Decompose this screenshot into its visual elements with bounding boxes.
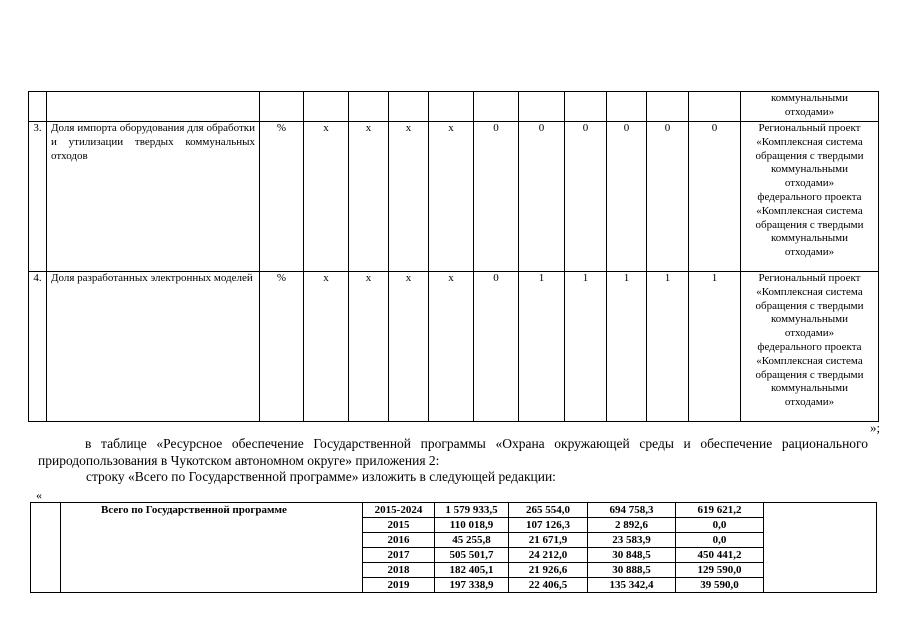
value-cell: 1: [689, 272, 741, 422]
source-line: коммунальными: [771, 382, 848, 395]
year-cell: 2019: [363, 578, 435, 593]
value-cell: x: [304, 272, 349, 422]
value-cell: 22 406,5: [509, 578, 588, 593]
value-cell: 45 255,8: [435, 533, 509, 548]
table-row: [29, 122, 879, 272]
table-cell: [349, 92, 389, 122]
source-line: «Комплексная система: [756, 204, 863, 217]
value-cell: 2 892,6: [588, 518, 676, 533]
value-cell: 30 888,5: [588, 563, 676, 578]
source-line: Региональный проект: [758, 272, 861, 284]
source-line: «Комплексная система: [756, 285, 863, 298]
table-cell: [647, 92, 689, 122]
table-cell: [47, 92, 260, 122]
table-cell: [607, 92, 647, 122]
value-cell: 450 441,2: [676, 548, 764, 563]
value-cell: 1: [607, 272, 647, 422]
indicators-table: [28, 91, 879, 422]
table-cell: [31, 503, 61, 593]
value-cell: 0: [474, 122, 519, 272]
closing-quote: »;: [870, 420, 881, 435]
total-row-title: Всего по Государственной программе: [61, 503, 363, 593]
resources-table: [30, 502, 877, 593]
value-cell: 0: [647, 122, 689, 272]
year-cell: 2015: [363, 518, 435, 533]
source-line: коммунальными: [771, 232, 848, 245]
year-cell: 2016: [363, 533, 435, 548]
value-cell: x: [349, 272, 389, 422]
value-cell: 1: [647, 272, 689, 422]
value-cell: 0: [607, 122, 647, 272]
source-line: обращения с твердыми: [755, 299, 864, 312]
source-line: коммунальными: [771, 163, 848, 176]
value-cell: 1: [565, 272, 607, 422]
source-line: Региональный проект: [758, 122, 861, 134]
row-number: 4.: [29, 272, 47, 422]
value-cell: 0: [474, 272, 519, 422]
value-cell: 619 621,2: [676, 503, 764, 518]
source-line: федерального проекта: [757, 340, 862, 353]
table-cell: [29, 92, 47, 122]
source-line: «Комплексная система: [756, 135, 863, 148]
amendment-paragraph: в таблице «Ресурсное обеспечение Государственной программы «Охрана окружающей среды и обеспечение рационального природопользования в Чукотском автономном округе» приложения 2:: [38, 436, 868, 468]
value-cell: 0: [689, 122, 741, 272]
value-cell: 0,0: [676, 533, 764, 548]
indicator-name: Доля разработанных электронных моделей: [47, 272, 260, 422]
value-cell: 1 579 933,5: [435, 503, 509, 518]
source-line: федерального проекта: [757, 190, 862, 203]
source-cell: [741, 122, 879, 272]
value-cell: 182 405,1: [435, 563, 509, 578]
table-cell: [260, 92, 304, 122]
amendment-paragraph: строку «Всего по Государственной программе» изложить в следующей редакции:: [86, 469, 556, 484]
value-cell: 39 590,0: [676, 578, 764, 593]
value-cell: 129 590,0: [676, 563, 764, 578]
indicator-name: Доля импорта оборудования для обработки и утилизации твердых коммунальных отходов: [47, 122, 260, 272]
table-cell: [474, 92, 519, 122]
source-line: «Комплексная система: [756, 354, 863, 367]
unit-cell: %: [260, 122, 304, 272]
source-line: отходами»: [784, 246, 835, 259]
value-cell: 0: [565, 122, 607, 272]
value-cell: x: [389, 122, 429, 272]
table-cell: [304, 92, 349, 122]
value-cell: 23 583,9: [588, 533, 676, 548]
value-cell: 21 671,9: [509, 533, 588, 548]
row-number: 3.: [29, 122, 47, 272]
table-row: [31, 503, 877, 518]
source-line: отходами»: [784, 327, 835, 340]
source-cell: [741, 92, 879, 122]
value-cell: 30 848,5: [588, 548, 676, 563]
value-cell: 135 342,4: [588, 578, 676, 593]
value-cell: x: [429, 122, 474, 272]
unit-cell: %: [260, 272, 304, 422]
value-cell: 197 338,9: [435, 578, 509, 593]
year-cell: 2018: [363, 563, 435, 578]
table-row: [29, 272, 879, 422]
table-cell: [519, 92, 565, 122]
table-row: [29, 92, 879, 122]
value-cell: x: [429, 272, 474, 422]
value-cell: 505 501,7: [435, 548, 509, 563]
value-cell: 107 126,3: [509, 518, 588, 533]
table-cell: [689, 92, 741, 122]
source-line: отходами»: [784, 105, 835, 118]
source-line: обращения с твердыми: [755, 368, 864, 381]
value-cell: x: [304, 122, 349, 272]
value-cell: 694 758,3: [588, 503, 676, 518]
year-cell: 2017: [363, 548, 435, 563]
year-cell: 2015-2024: [363, 503, 435, 518]
value-cell: 0,0: [676, 518, 764, 533]
opening-quote: «: [36, 488, 42, 502]
source-line: обращения с твердыми: [755, 218, 864, 231]
value-cell: x: [389, 272, 429, 422]
table-cell: [565, 92, 607, 122]
source-line: обращения с твердыми: [755, 149, 864, 162]
value-cell: 24 212,0: [509, 548, 588, 563]
source-cell: [741, 272, 879, 422]
value-cell: x: [349, 122, 389, 272]
source-line: отходами»: [784, 396, 835, 409]
source-line: коммунальными: [771, 313, 848, 326]
table-cell: [429, 92, 474, 122]
table-cell: [764, 503, 877, 593]
value-cell: 0: [519, 122, 565, 272]
value-cell: 1: [519, 272, 565, 422]
source-line: отходами»: [784, 177, 835, 190]
value-cell: 110 018,9: [435, 518, 509, 533]
value-cell: 21 926,6: [509, 563, 588, 578]
value-cell: 265 554,0: [509, 503, 588, 518]
table-cell: [389, 92, 429, 122]
source-line: коммунальными: [771, 92, 848, 104]
